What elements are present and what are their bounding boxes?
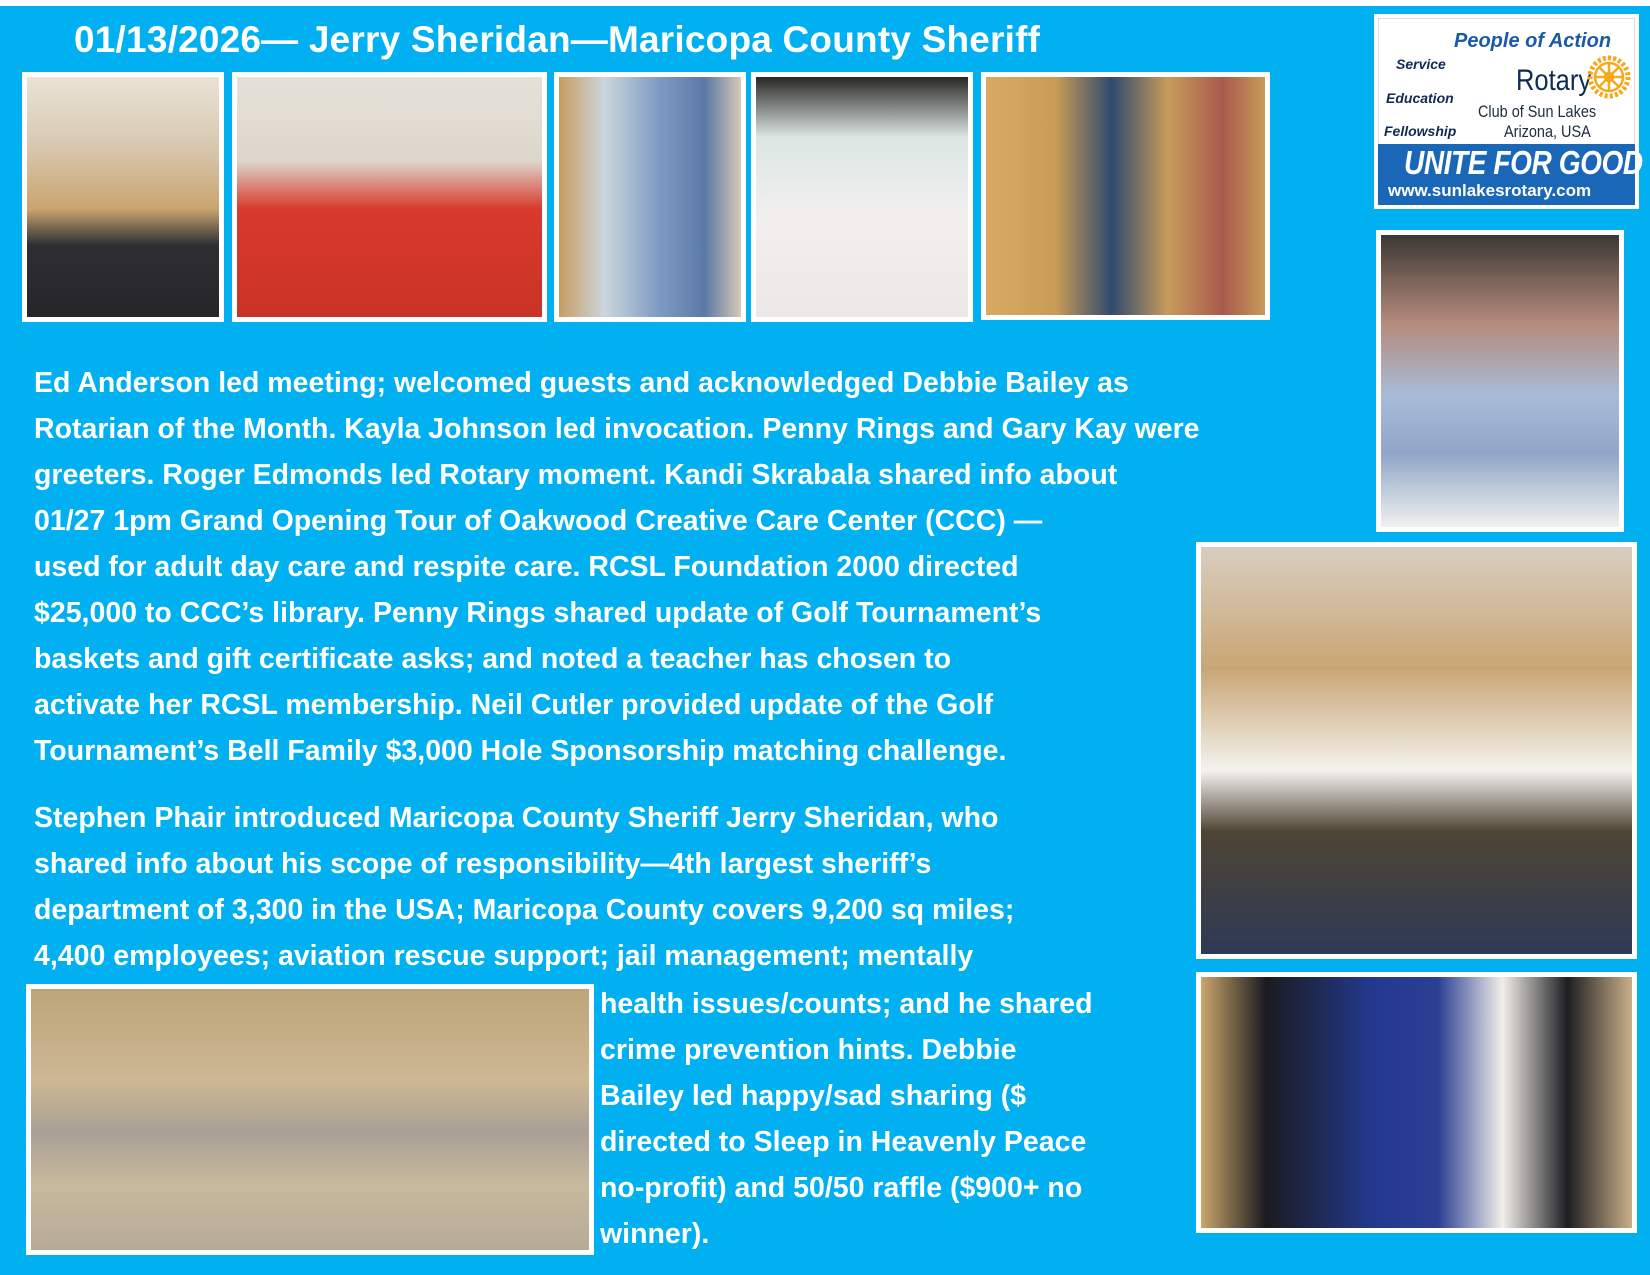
photo-man-and-woman-talking [981, 72, 1270, 320]
logo-value-education: Education [1386, 90, 1454, 106]
speaker-summary-paragraph [34, 795, 1154, 979]
photo-woman-reading-paper [22, 72, 224, 322]
text-line: department of 3,300 in the USA; Maricopa County covers 9,200 sq miles; [34, 894, 1015, 926]
text-line: baskets and gift certificate asks; and noted a teacher has chosen to [34, 643, 952, 675]
text-line: activate her RCSL membership. Neil Cutler provided update of the Golf [34, 689, 994, 721]
text-line: shared info about his scope of responsibility—4th largest sheriff’s [34, 848, 932, 880]
logo-brand: Rotary [1516, 64, 1592, 97]
speaker-summary-continued [600, 981, 1160, 1257]
text-line: Stephen Phair introduced Maricopa County Sheriff Jerry Sheridan, who [34, 802, 999, 834]
text-line: health issues/counts; and he shared [600, 988, 1093, 1020]
text-line: Bailey led happy/sad sharing ($ [600, 1080, 1027, 1112]
photo-image [237, 77, 542, 317]
text-line: winner). [600, 1218, 710, 1250]
text-line: $25,000 to CCC’s library. Penny Rings shared update of Golf Tournament’s [34, 597, 1042, 629]
logo-tagline: People of Action [1454, 30, 1612, 52]
photo-image [1201, 977, 1632, 1228]
photo-image [559, 77, 741, 317]
text-line: crime prevention hints. Debbie [600, 1034, 1017, 1066]
logo-slogan: UNITE FOR GOOD [1404, 144, 1643, 181]
newsletter-page [0, 6, 1650, 1275]
logo-banner [1378, 144, 1643, 205]
photo-image [986, 77, 1265, 315]
text-line: greeters. Roger Edmonds led Rotary moment. Kandi Skrabala shared info about [34, 459, 1118, 491]
photo-woman-denim-jacket-speaking [554, 72, 746, 322]
photo-bearded-man-speaking [232, 72, 547, 322]
photo-image [756, 77, 968, 317]
text-line: used for adult day care and respite care. RCSL Foundation 2000 directed [34, 551, 1019, 583]
logo-value-fellowship: Fellowship [1384, 123, 1457, 139]
text-line: 4,400 employees; aviation rescue support; jail management; mentally [34, 940, 974, 972]
photo-three-men-rotary-banner [1196, 972, 1637, 1233]
text-line: Rotarian of the Month. Kayla Johnson led invocation. Penny Rings and Gary Kay were [34, 413, 1200, 445]
meeting-summary-paragraph [34, 360, 1354, 774]
logo-location: Arizona, USA [1504, 122, 1591, 141]
photo-woman-white-shirt-speaking [751, 72, 973, 322]
rotary-wheel-icon [1586, 54, 1632, 100]
photo-image [1381, 235, 1619, 527]
photo-image [27, 77, 219, 317]
photo-image [31, 989, 589, 1250]
text-line: directed to Sleep in Heavenly Peace [600, 1126, 1087, 1158]
logo-club-name: Club of Sun Lakes [1478, 102, 1597, 121]
rotary-club-logo [1374, 14, 1643, 209]
text-line: no-profit) and 50/50 raffle ($900+ no [600, 1172, 1083, 1204]
photo-bell-challenge-speaker [1376, 230, 1624, 532]
logo-value-service: Service [1396, 56, 1446, 72]
text-line: Tournament’s Bell Family $3,000 Hole Sponsorship matching challenge. [34, 735, 1007, 767]
text-line: Ed Anderson led meeting; welcomed guests and acknowledged Debbie Bailey as [34, 367, 1129, 399]
photo-meeting-room-audience [26, 984, 594, 1255]
page-title: 01/13/2026— Jerry Sheridan—Maricopa County Sheriff [74, 19, 1041, 60]
logo-url[interactable]: www.sunlakesrotary.com [1388, 181, 1592, 200]
text-line: 01/27 1pm Grand Opening Tour of Oakwood Creative Care Center (CCC) — [34, 505, 1043, 537]
